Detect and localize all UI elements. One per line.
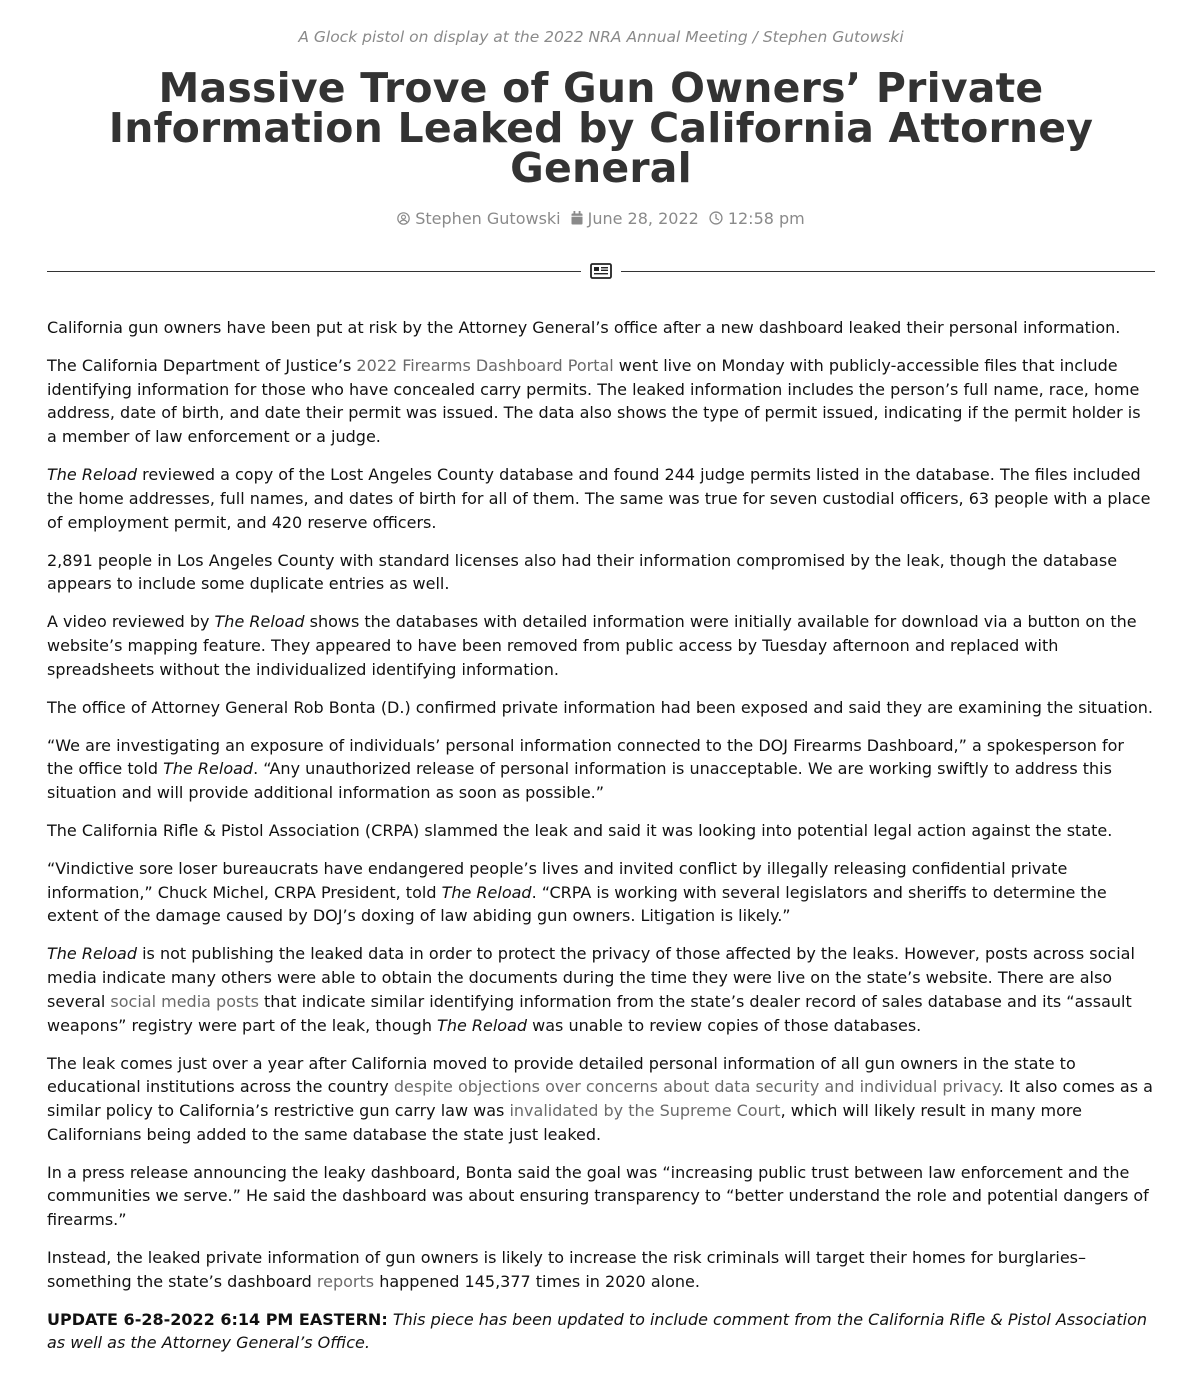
publication-name: The Reload xyxy=(437,1015,528,1035)
update-note xyxy=(47,1308,1155,1355)
date-meta[interactable] xyxy=(571,209,699,228)
firearms-dashboard-link[interactable]: 2022 Firearms Dashboard Portal xyxy=(356,356,614,375)
article-body xyxy=(47,316,1155,1355)
clock-icon xyxy=(709,211,723,225)
paragraph-8: The California Rifle & Pistol Association (CRPA) slammed the leak and said it was looking into potential legal action against the state. xyxy=(47,821,1113,841)
paragraph-5: A video reviewed by The Reload shows the databases with detailed information were initially available for download via a button on the website’s mapping feature. They appeared to have been removed from public access by Tuesday afternoon and replaced with spreadsheets without the individualized identifying information. xyxy=(47,612,1137,679)
paragraph-2: The California Department of Justice’s 2022 Firearms Dashboard Portal went live on Monday with publicly-accessible files that include identifying information for those who have concealed carry permits. The leaked information includes the person’s full name, race, home address, date of birth, and date their permit was issued. The data also shows the type of permit issued, indicating if the permit holder is a member of law enforcement or a judge. xyxy=(47,356,1141,447)
paragraph-10: The Reload is not publishing the leaked data in order to protect the privacy of those affected by the leaks. However, posts across social media indicate many others were able to obtain the documents during the time they were live on the state’s website. There are also several social media posts that indicate similar identifying information from the state’s dealer record of sales database and its “assault weapons” registry were part of the leak, though The Reload was unable to review copies of those databases. xyxy=(47,944,1135,1035)
publication-name: The Reload xyxy=(163,759,254,779)
divider-line-right xyxy=(621,271,1155,272)
calendar-icon xyxy=(571,211,583,225)
privacy-objections-link[interactable]: despite objections over concerns about data security and individual privacy xyxy=(393,1077,999,1097)
supreme-court-link[interactable]: invalidated by the Supreme Court xyxy=(509,1100,781,1120)
publication-name: The Reload xyxy=(47,465,137,485)
paragraph-3: The Reload reviewed a copy of the Lost Angeles County database and found 244 judge permits listed in the database. The files included the home addresses, full names, and dates of birth for all of them. The same was true for seven custodial officers, 63 people with a place of employment permit, and 420 reserve officers. xyxy=(47,465,1151,532)
paragraph-6: The office of Attorney General Rob Bonta (D.) confirmed private information had been exposed and said they are examining the situation. xyxy=(47,697,1154,717)
paragraph-4: 2,891 people in Los Angeles County with standard licenses also had their information compromised by the leak, though the database appears to include some duplicate entries as well. xyxy=(47,550,1118,594)
publication-name: The Reload xyxy=(47,944,137,964)
social-media-posts-link[interactable]: social media posts xyxy=(110,991,259,1011)
time-meta xyxy=(709,209,805,228)
publish-time: 12:58 pm xyxy=(727,208,805,228)
article-meta xyxy=(47,208,1155,228)
paragraph-12: In a press release announcing the leaky dashboard, Bonta said the goal was “increasing public trust between law enforcement and the communities we serve.” He said the dashboard was about ensuring transparency to “better understand the role and potential dangers of firearms.” xyxy=(47,1162,1149,1230)
publication-name: The Reload xyxy=(441,882,532,902)
publication-name: The Reload xyxy=(214,612,305,632)
newspaper-icon xyxy=(581,263,621,279)
image-caption: A Glock pistol on display at the 2022 NRA Annual Meeting / Stephen Gutowski xyxy=(298,28,904,46)
reports-link[interactable]: reports xyxy=(316,1271,375,1291)
paragraph-9: “Vindictive sore loser bureaucrats have endangered people’s lives and invited conflict by illegally releasing confidential private information,” Chuck Michel, CRPA President, told The Reload. “CRPA is working with several legislators and sheriffs to determine the extent of the damage caused by DOJ’s doxing of law abiding gun owners. Litigation is likely.” xyxy=(47,859,1107,926)
paragraph-7: “We are investigating an exposure of individuals’ personal information connected to the DOJ Firearms Dashboard,” a spokesperson for the office told The Reload. “Any unauthorized release of personal information is unacceptable. We are working swiftly to address this situation and will provide additional information as soon as possible.” xyxy=(47,735,1124,803)
divider-line-left xyxy=(47,271,581,272)
user-circle-icon xyxy=(397,212,410,225)
section-divider xyxy=(47,264,1155,278)
update-label: UPDATE 6-28-2022 6:14 PM EASTERN: xyxy=(47,1309,388,1329)
article-title: Massive Trove of Gun Owners’ Private Information Leaked by California Attorney General xyxy=(108,64,1094,192)
paragraph-13: Instead, the leaked private information of gun owners is likely to increase the risk criminals will target their homes for burglaries–something the state’s dashboard reports happened 145,377 times in 2020 alone. xyxy=(47,1248,1087,1291)
author-name: Stephen Gutowski xyxy=(415,208,561,228)
paragraph-1: California gun owners have been put at risk by the Attorney General’s office after a new dashboard leaked their personal information. xyxy=(47,318,1121,337)
author-meta[interactable] xyxy=(397,209,560,228)
paragraph-11: The leak comes just over a year after California moved to provide detailed personal information of all gun owners in the state to educational institutions across the country despite objections over concerns about data security and individual privacy. It also comes as a similar policy to California’s restrictive gun carry law was invalidated by the Supreme Court, which will likely result in many more Californians being added to the same database the state just leaked. xyxy=(47,1053,1153,1144)
publish-date: June 28, 2022 xyxy=(587,208,699,228)
update-text: This piece has been updated to include comment from the California Rifle & Pistol Association as well as the Attorney General’s Office. xyxy=(47,1309,1147,1353)
